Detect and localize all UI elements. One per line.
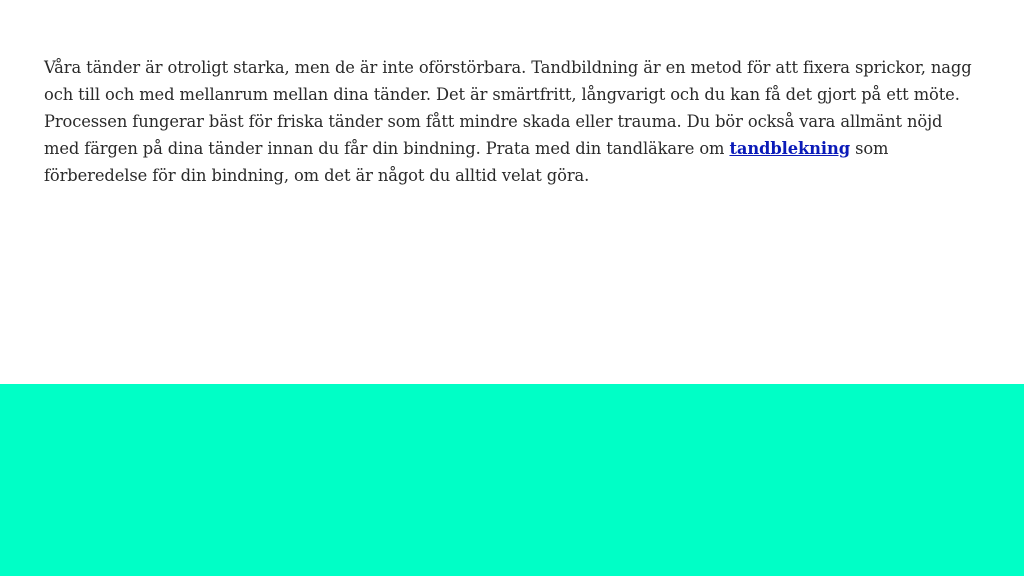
- paragraph-text-before: Våra tänder är otroligt starka, men de är inte oförstörbara. Tandbildning är en metod för att fixera sprickor, nagg och till och med mellanrum mellan dina tänder. Det är smärtfritt, långvarigt och du kan få det gjort på ett möte. Processen fungerar bäst för friska tänder som fått mindre skada eller trauma. Du bör också vara allmänt nöjd med färgen på dina tänder innan du får din bindning. Prata med din tandläkare om: [44, 58, 972, 158]
- footer-color-band: [0, 384, 1024, 576]
- paragraph-text-after: som förberedelse för din bindning, om det är något du alltid velat göra.: [44, 139, 889, 185]
- teeth-whitening-link[interactable]: tandblekning: [729, 139, 850, 158]
- article-paragraph: [44, 54, 979, 189]
- article-content: [44, 54, 979, 189]
